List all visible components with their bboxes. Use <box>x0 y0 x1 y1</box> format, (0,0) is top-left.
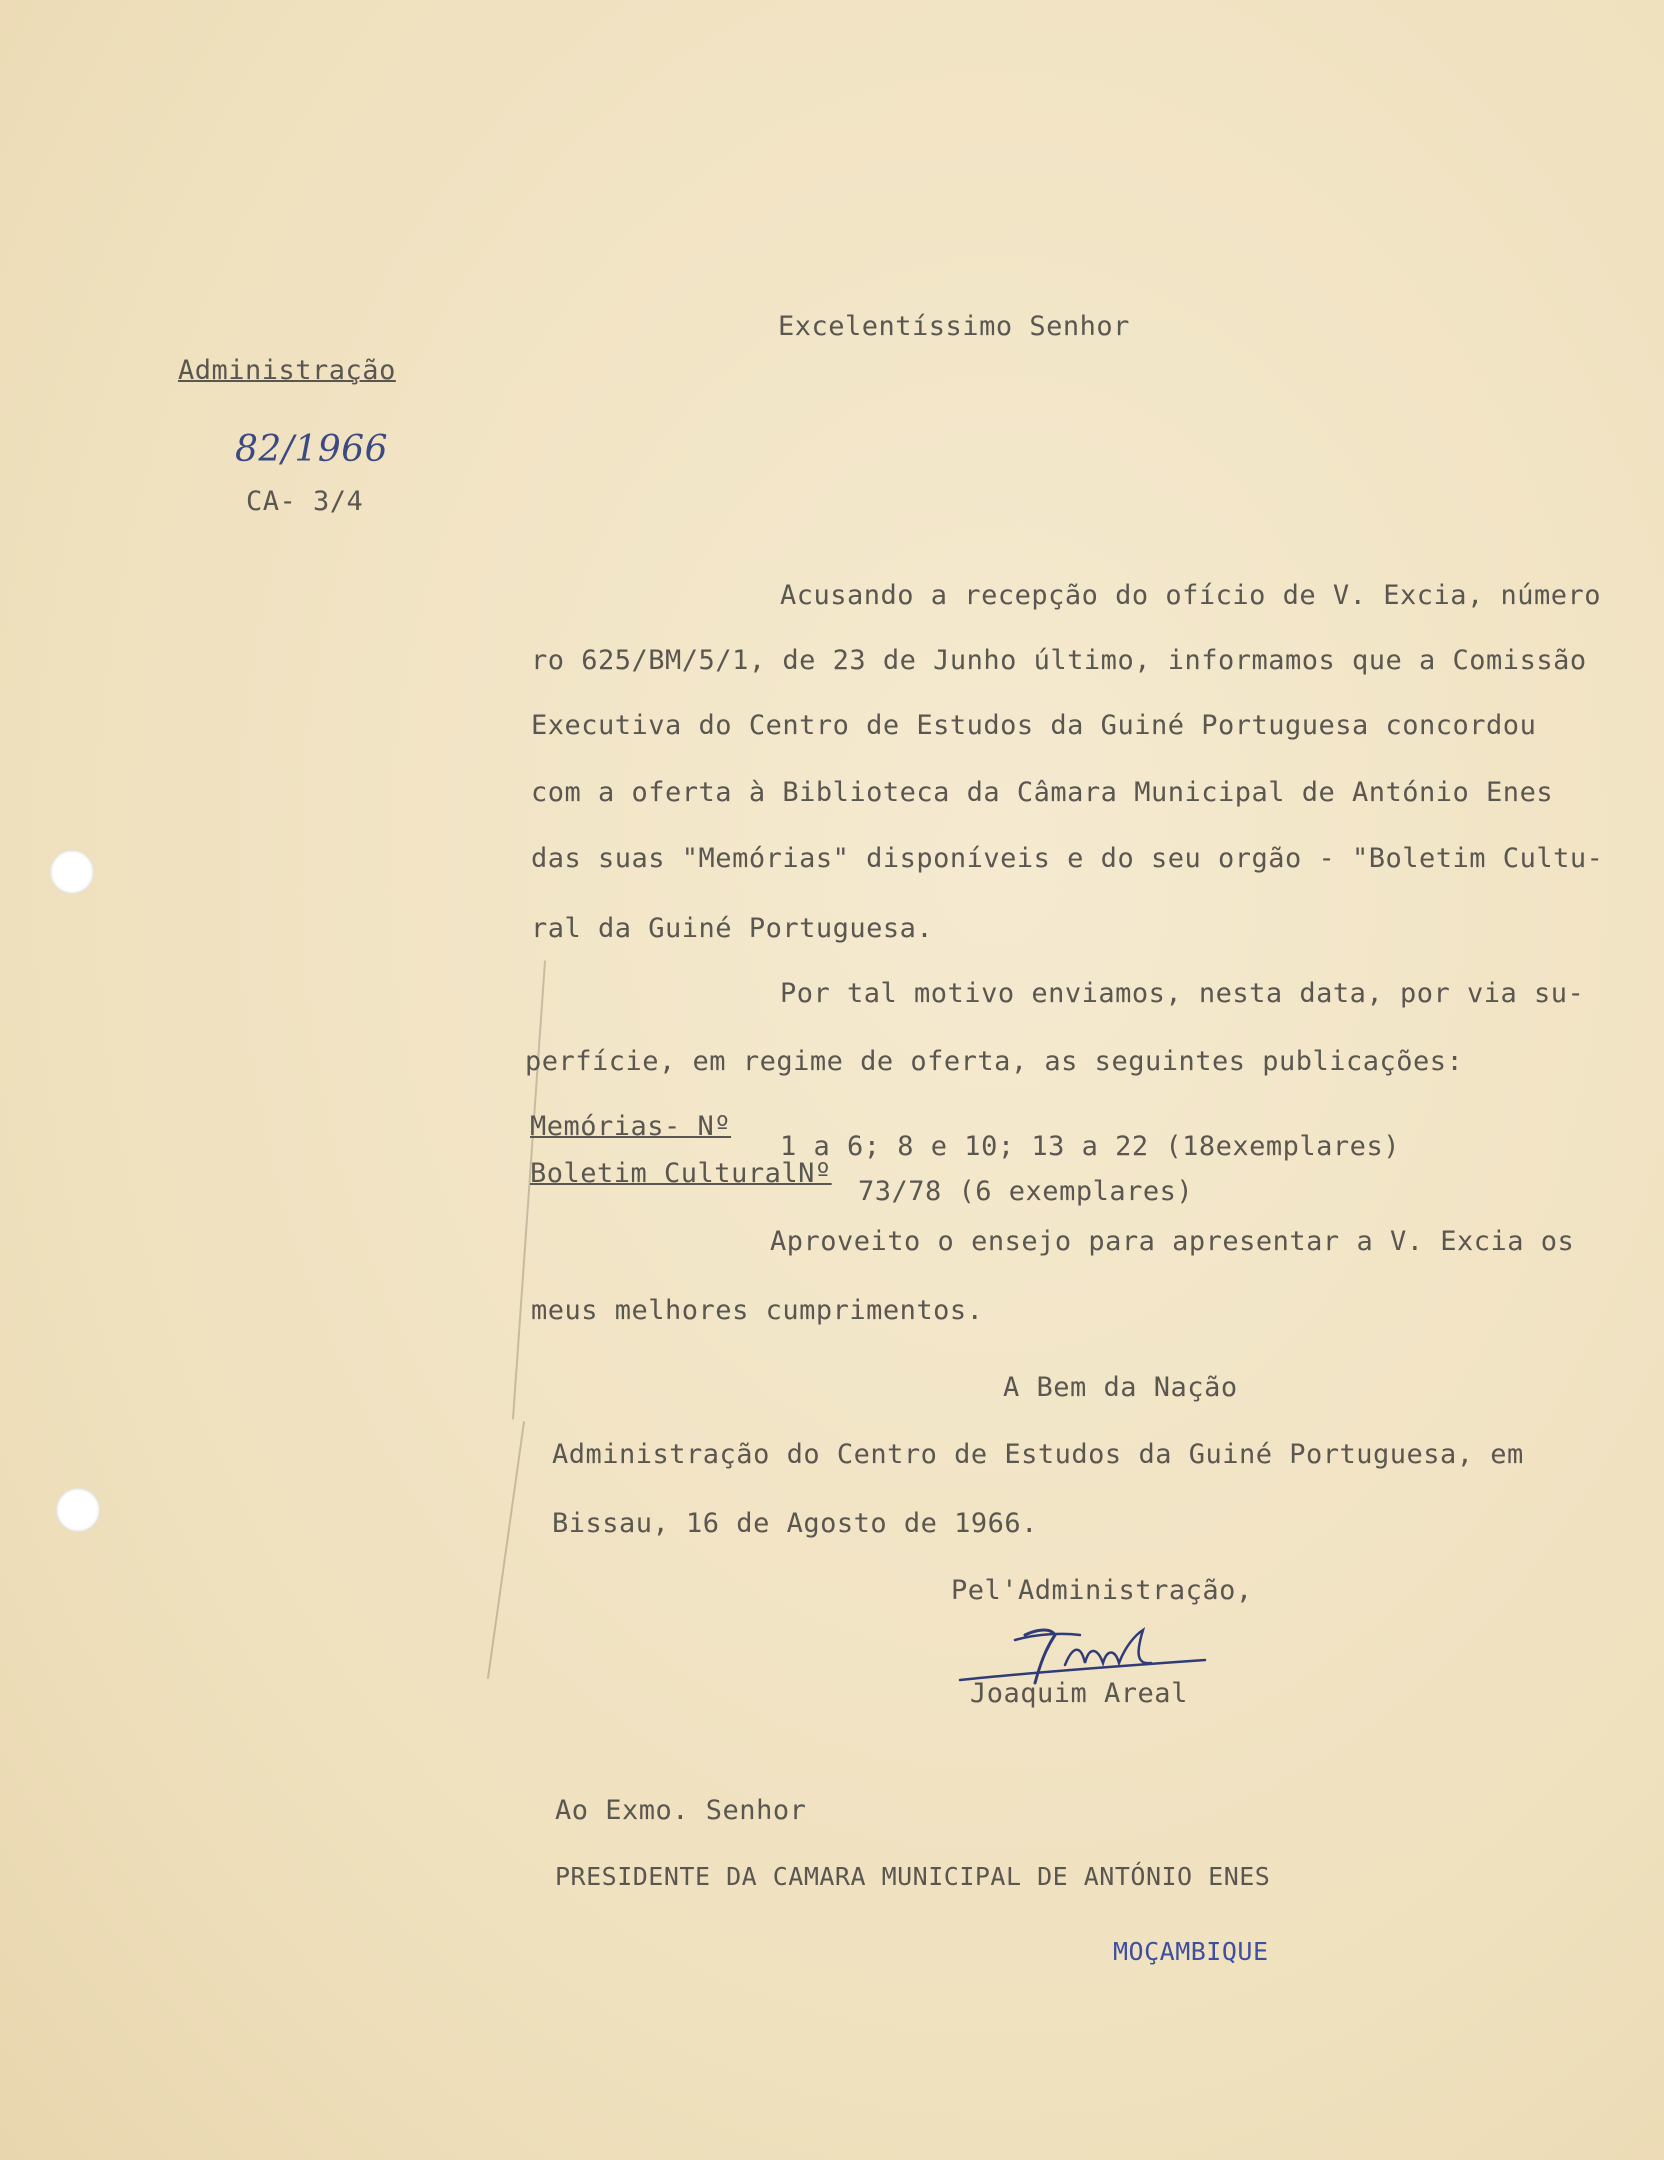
paragraph-1-line: com a oferta à Biblioteca da Câmara Municipal de António Enes <box>531 777 1554 808</box>
paragraph-2-line: perfície, em regime de oferta, as seguintes publicações: <box>525 1046 1464 1077</box>
closing-signoff: Pel'Administração, <box>951 1575 1253 1606</box>
publication-label-memorias: Memórias- Nº <box>530 1111 732 1142</box>
section-heading: Administração <box>178 355 396 386</box>
salutation: Excelentíssimo Senhor <box>778 311 1130 342</box>
pencil-margin-line-lower <box>487 1421 525 1679</box>
punch-hole-top <box>50 850 94 894</box>
paragraph-1-line: ral da Guiné Portuguesa. <box>531 913 934 944</box>
pencil-margin-line <box>512 960 546 1419</box>
recipient-title: PRESIDENTE DA CAMARA MUNICIPAL DE ANTÓNIO ENES <box>555 1862 1271 1891</box>
closing-motto: A Bem da Nação <box>1003 1372 1238 1403</box>
paragraph-1-line: das suas "Memórias" disponíveis e do seu orgão - "Boletim Cultu- <box>531 843 1604 874</box>
closing-place-line: Administração do Centro de Estudos da Guiné Portuguesa, em <box>552 1439 1524 1470</box>
reference-number: 82/1966 <box>235 429 389 470</box>
paragraph-1-line: Acusando a recepção do ofício de V. Excia, número <box>780 580 1602 611</box>
paragraph-3-line: Aproveito o ensejo para apresentar a V. Excia os <box>770 1226 1575 1257</box>
publication-detail-boletim: 73/78 (6 exemplares) <box>858 1176 1194 1207</box>
punch-hole-bottom <box>56 1488 100 1532</box>
publication-label-boletim: Boletim CulturalNº <box>530 1158 832 1189</box>
publication-detail-memorias: 1 a 6; 8 e 10; 13 a 22 (18exemplares) <box>780 1131 1400 1162</box>
closing-place-line: Bissau, 16 de Agosto de 1966. <box>552 1508 1038 1539</box>
paragraph-2-line: Por tal motivo enviamos, nesta data, por via su- <box>780 978 1585 1009</box>
paragraph-3-line: meus melhores cumprimentos. <box>531 1295 984 1326</box>
reference-code: CA- 3/4 <box>246 486 364 517</box>
paragraph-1-line: Executiva do Centro de Estudos da Guiné Portuguesa concordou <box>531 710 1537 741</box>
recipient-greeting: Ao Exmo. Senhor <box>555 1795 807 1826</box>
paragraph-1-line: ro 625/BM/5/1, de 23 de Junho último, informamos que a Comissão <box>531 645 1587 676</box>
recipient-country: MOÇAMBIQUE <box>1113 1937 1269 1966</box>
signatory-name: Joaquim Areal <box>970 1678 1188 1709</box>
